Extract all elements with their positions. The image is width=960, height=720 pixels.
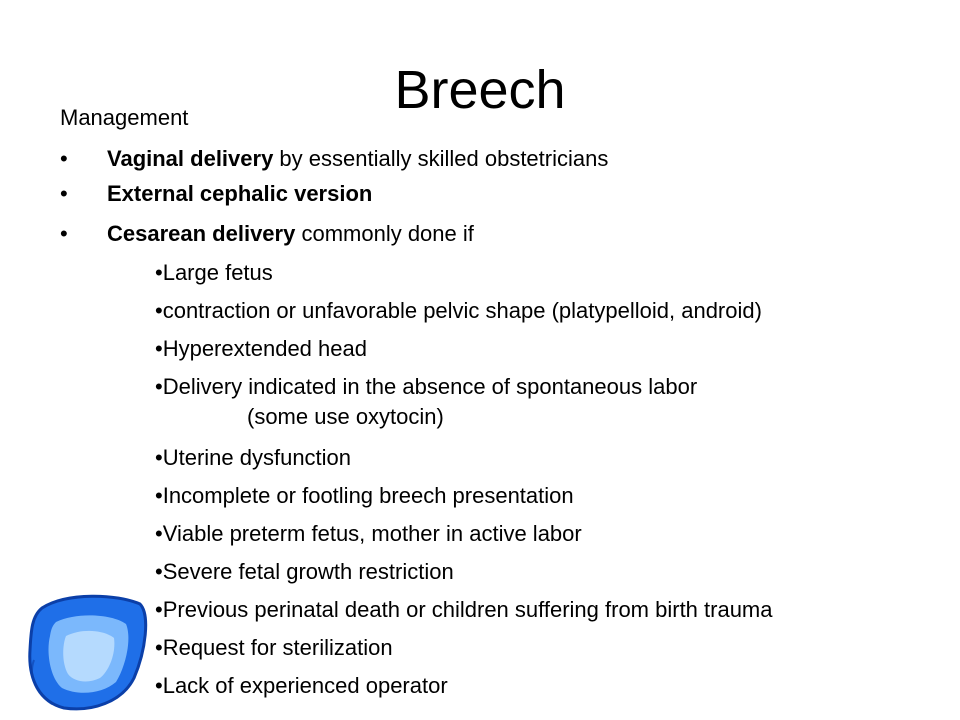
subitem-growth-restriction: •Severe fetal growth restriction: [155, 559, 454, 584]
subitem-perinatal-death: •Previous perinatal death or children suffering from birth trauma: [155, 597, 773, 622]
section-heading: Management: [60, 105, 189, 130]
subitem-hyperextended-head: •Hyperextended head: [155, 336, 367, 361]
bullet-text: [107, 145, 608, 173]
bullet-bold: External cephalic version: [107, 181, 373, 206]
blue-blob-logo-icon: [22, 590, 152, 715]
subitem-delivery-indicated: •Delivery indicated in the absence of spontaneous labor: [155, 374, 698, 399]
subitem-uterine-dysfunction: •Uterine dysfunction: [155, 445, 352, 470]
subitem-sterilization: •Request for sterilization: [155, 635, 393, 660]
subitem-experienced-operator: •Lack of experienced operator: [155, 673, 448, 698]
subitem-delivery-indicated-continuation: (some use oxytocin): [247, 404, 444, 429]
bullet-text: [107, 220, 474, 248]
bullet-rest: commonly done if: [295, 221, 474, 246]
bullet-bold: Cesarean delivery: [107, 221, 296, 246]
bullet-marker: •: [60, 221, 68, 246]
subitem-viable-preterm: •Viable preterm fetus, mother in active labor: [155, 521, 582, 546]
bullet-rest: by essentially skilled obstetricians: [273, 146, 609, 171]
bullet-marker: •: [60, 146, 68, 171]
slide-title: Breech: [394, 60, 566, 120]
bullet-marker: •: [60, 181, 68, 206]
subitem-large-fetus: •Large fetus: [155, 260, 273, 285]
subitem-pelvic-shape: •contraction or unfavorable pelvic shape (platypelloid, android): [155, 298, 762, 323]
subitem-incomplete-footling: •Incomplete or footling breech presentation: [155, 483, 574, 508]
bullet-text: [107, 180, 372, 208]
bullet-bold: Vaginal delivery: [107, 146, 274, 171]
